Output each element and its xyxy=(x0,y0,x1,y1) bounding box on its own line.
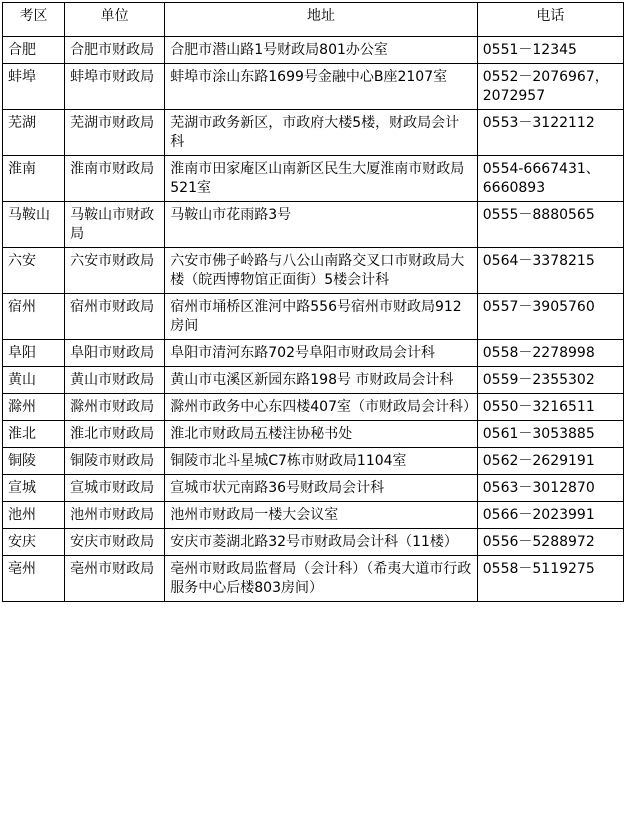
cell-unit: 宿州市财政局 xyxy=(65,294,165,340)
cell-phone: 0556－5288972 xyxy=(477,529,623,556)
cell-district: 芜湖 xyxy=(3,110,65,156)
cell-phone: 0563－3012870 xyxy=(477,475,623,502)
cell-district: 合肥 xyxy=(3,37,65,64)
cell-unit: 芜湖市财政局 xyxy=(65,110,165,156)
cell-district: 黄山 xyxy=(3,367,65,394)
cell-district: 亳州 xyxy=(3,556,65,602)
table-row xyxy=(3,367,624,394)
cell-unit: 黄山市财政局 xyxy=(65,367,165,394)
exam-district-contact-table xyxy=(2,2,624,602)
cell-address: 池州市财政局一楼大会议室 xyxy=(165,502,478,529)
cell-address: 阜阳市清河东路702号阜阳市财政局会计科 xyxy=(165,340,478,367)
cell-unit: 安庆市财政局 xyxy=(65,529,165,556)
cell-phone: 0564－3378215 xyxy=(477,248,623,294)
cell-address: 铜陵市北斗星城C7栋市财政局1104室 xyxy=(165,448,478,475)
cell-unit: 合肥市财政局 xyxy=(65,37,165,64)
table-header-row xyxy=(3,3,624,37)
column-header-district: 考区 xyxy=(3,3,65,37)
table-row xyxy=(3,37,624,64)
cell-unit: 马鞍山市财政局 xyxy=(65,202,165,248)
cell-phone: 0551－12345 xyxy=(477,37,623,64)
table-body xyxy=(3,37,624,602)
cell-address: 黄山市屯溪区新园东路198号 市财政局会计科 xyxy=(165,367,478,394)
table-row xyxy=(3,340,624,367)
cell-unit: 六安市财政局 xyxy=(65,248,165,294)
cell-phone: 0559－2355302 xyxy=(477,367,623,394)
cell-unit: 铜陵市财政局 xyxy=(65,448,165,475)
cell-address: 亳州市财政局监督局（会计科）（希夷大道市行政服务中心后楼803房间） xyxy=(165,556,478,602)
table-row xyxy=(3,64,624,110)
table-row xyxy=(3,448,624,475)
column-header-address: 地址 xyxy=(165,3,478,37)
cell-address: 宿州市埇桥区淮河中路556号宿州市财政局912房间 xyxy=(165,294,478,340)
cell-phone: 0558－5119275 xyxy=(477,556,623,602)
cell-district: 铜陵 xyxy=(3,448,65,475)
table-row xyxy=(3,475,624,502)
cell-phone: 0552－2076967，2072957 xyxy=(477,64,623,110)
cell-district: 淮北 xyxy=(3,421,65,448)
cell-phone: 0557－3905760 xyxy=(477,294,623,340)
table-row xyxy=(3,294,624,340)
cell-district: 宣城 xyxy=(3,475,65,502)
cell-phone: 0555－8880565 xyxy=(477,202,623,248)
cell-phone: 0562－2629191 xyxy=(477,448,623,475)
cell-unit: 蚌埠市财政局 xyxy=(65,64,165,110)
table-row xyxy=(3,156,624,202)
table-row xyxy=(3,502,624,529)
cell-phone: 0558－2278998 xyxy=(477,340,623,367)
cell-unit: 池州市财政局 xyxy=(65,502,165,529)
column-header-unit: 单位 xyxy=(65,3,165,37)
cell-address: 芜湖市政务新区，市政府大楼5楼，财政局会计科 xyxy=(165,110,478,156)
table-row xyxy=(3,529,624,556)
cell-unit: 滁州市财政局 xyxy=(65,394,165,421)
column-header-phone: 电话 xyxy=(477,3,623,37)
cell-address: 六安市佛子岭路与八公山南路交叉口市财政局大楼（皖西博物馆正面街）5楼会计科 xyxy=(165,248,478,294)
cell-unit: 阜阳市财政局 xyxy=(65,340,165,367)
cell-district: 池州 xyxy=(3,502,65,529)
cell-district: 六安 xyxy=(3,248,65,294)
cell-address: 淮南市田家庵区山南新区民生大厦淮南市财政局521室 xyxy=(165,156,478,202)
table-header xyxy=(3,3,624,37)
cell-phone: 0550－3216511 xyxy=(477,394,623,421)
cell-district: 阜阳 xyxy=(3,340,65,367)
cell-address: 安庆市菱湖北路32号市财政局会计科（11楼） xyxy=(165,529,478,556)
table-row xyxy=(3,248,624,294)
cell-unit: 宣城市财政局 xyxy=(65,475,165,502)
cell-district: 安庆 xyxy=(3,529,65,556)
table-row xyxy=(3,110,624,156)
cell-district: 蚌埠 xyxy=(3,64,65,110)
table-row xyxy=(3,394,624,421)
cell-phone: 0561－3053885 xyxy=(477,421,623,448)
cell-district: 马鞍山 xyxy=(3,202,65,248)
cell-phone: 0554-6667431、6660893 xyxy=(477,156,623,202)
cell-address: 宣城市状元南路36号财政局会计科 xyxy=(165,475,478,502)
cell-address: 滁州市政务中心东四楼407室（市财政局会计科） xyxy=(165,394,478,421)
cell-phone: 0553－3122112 xyxy=(477,110,623,156)
cell-address: 合肥市潜山路1号财政局801办公室 xyxy=(165,37,478,64)
cell-address: 马鞍山市花雨路3号 xyxy=(165,202,478,248)
cell-district: 淮南 xyxy=(3,156,65,202)
table-row xyxy=(3,202,624,248)
cell-address: 蚌埠市涂山东路1699号金融中心B座2107室 xyxy=(165,64,478,110)
cell-unit: 淮南市财政局 xyxy=(65,156,165,202)
cell-phone: 0566－2023991 xyxy=(477,502,623,529)
cell-district: 宿州 xyxy=(3,294,65,340)
table-row xyxy=(3,556,624,602)
table-row xyxy=(3,421,624,448)
cell-address: 淮北市财政局五楼注协秘书处 xyxy=(165,421,478,448)
cell-unit: 亳州市财政局 xyxy=(65,556,165,602)
cell-district: 滁州 xyxy=(3,394,65,421)
cell-unit: 淮北市财政局 xyxy=(65,421,165,448)
